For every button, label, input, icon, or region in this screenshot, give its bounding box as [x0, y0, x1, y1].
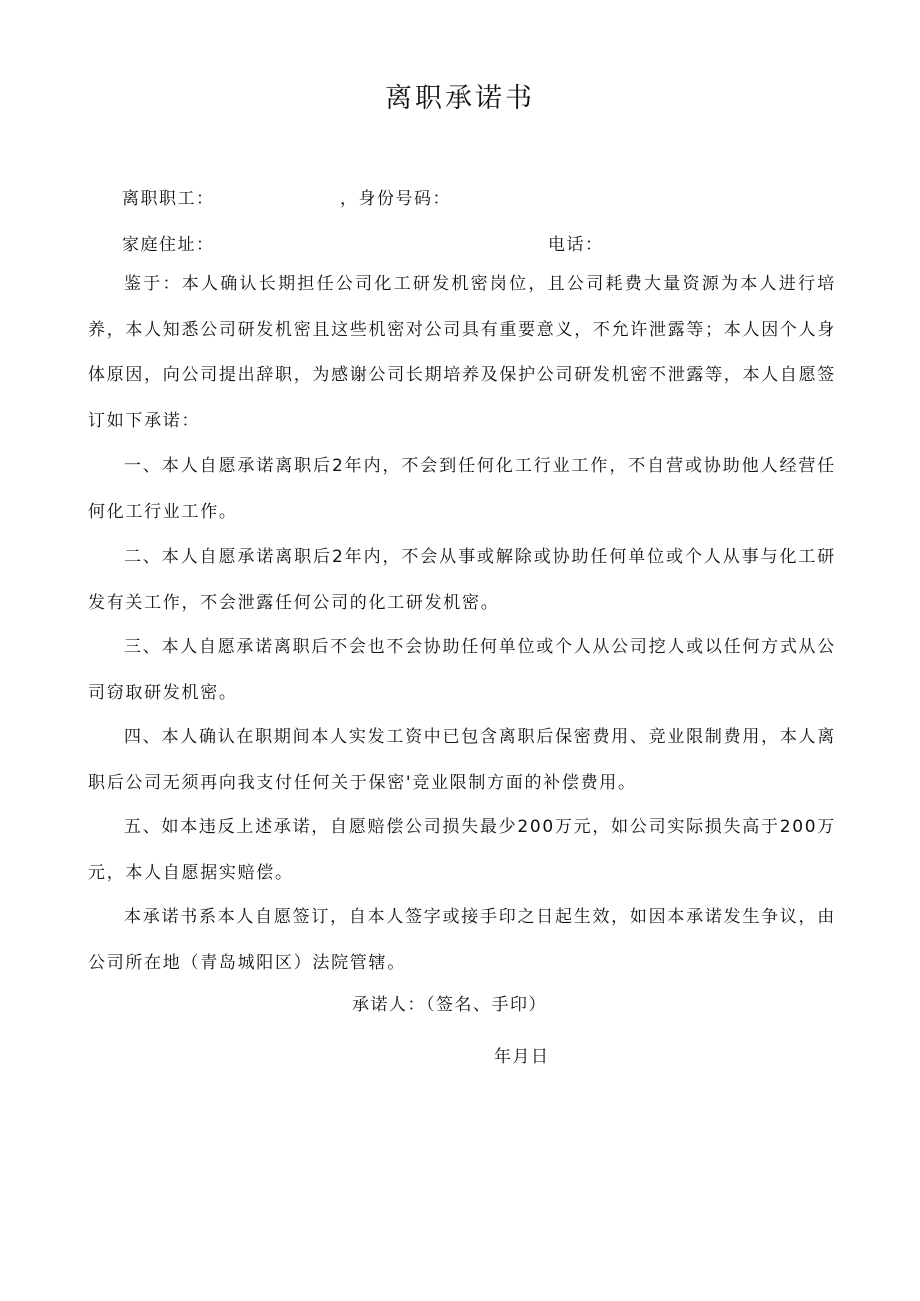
- page-title: 离职承诺书: [385, 83, 535, 114]
- clause-5: 五、如本违反上述承诺，自愿赔偿公司损失最少200万元，如公司实际损失高于200万元，本人自愿据实赔偿。: [88, 817, 836, 883]
- id-number-label: ，身份号码：: [340, 189, 451, 209]
- employee-label: 离职职工：: [122, 189, 215, 209]
- address-label: 家庭住址：: [122, 235, 215, 255]
- clause-2: 二、本人自愿承诺离职后2年内，不会从事或解除或协助任何单位或个人从事与化工研发有关工作，不会泄露任何公司的化工研发机密。: [88, 547, 836, 613]
- clause-1: 一、本人自愿承诺离职后2年内，不会到任何化工行业工作，不自营或协助他人经营任何化工行业工作。: [88, 456, 836, 522]
- promisor-signature-line: 承诺人：（签名、手印）: [352, 995, 547, 1015]
- effect-paragraph: 本承诺书系本人自愿签订，自本人签字或接手印之日起生效，如因本承诺发生争议，由公司所在地（青岛城阳区）法院管辖。: [88, 907, 836, 973]
- clause-3: 三、本人自愿承诺离职后不会也不会协助任何单位或个人从公司挖人或以任何方式从公司窃取研发机密。: [88, 637, 836, 703]
- phone-label: 电话：: [548, 235, 604, 255]
- intro-paragraph: 鉴于：本人确认长期担任公司化工研发机密岗位，且公司耗费大量资源为本人进行培养，本人知悉公司研发机密且这些机密对公司具有重要意义，不允许泄露等；本人因个人身体原因，向公司提出辞职，为感谢公司长期培养及保护公司研发机密不泄露等，本人自愿签订如下承诺：: [88, 274, 836, 431]
- clause-4: 四、本人确认在职期间本人实发工资中已包含离职后保密费用、竞业限制费用，本人离职后公司无须再向我支付任何关于保密'竞业限制方面的补偿费用。: [88, 727, 836, 793]
- signature-date: 年月日: [494, 1047, 550, 1067]
